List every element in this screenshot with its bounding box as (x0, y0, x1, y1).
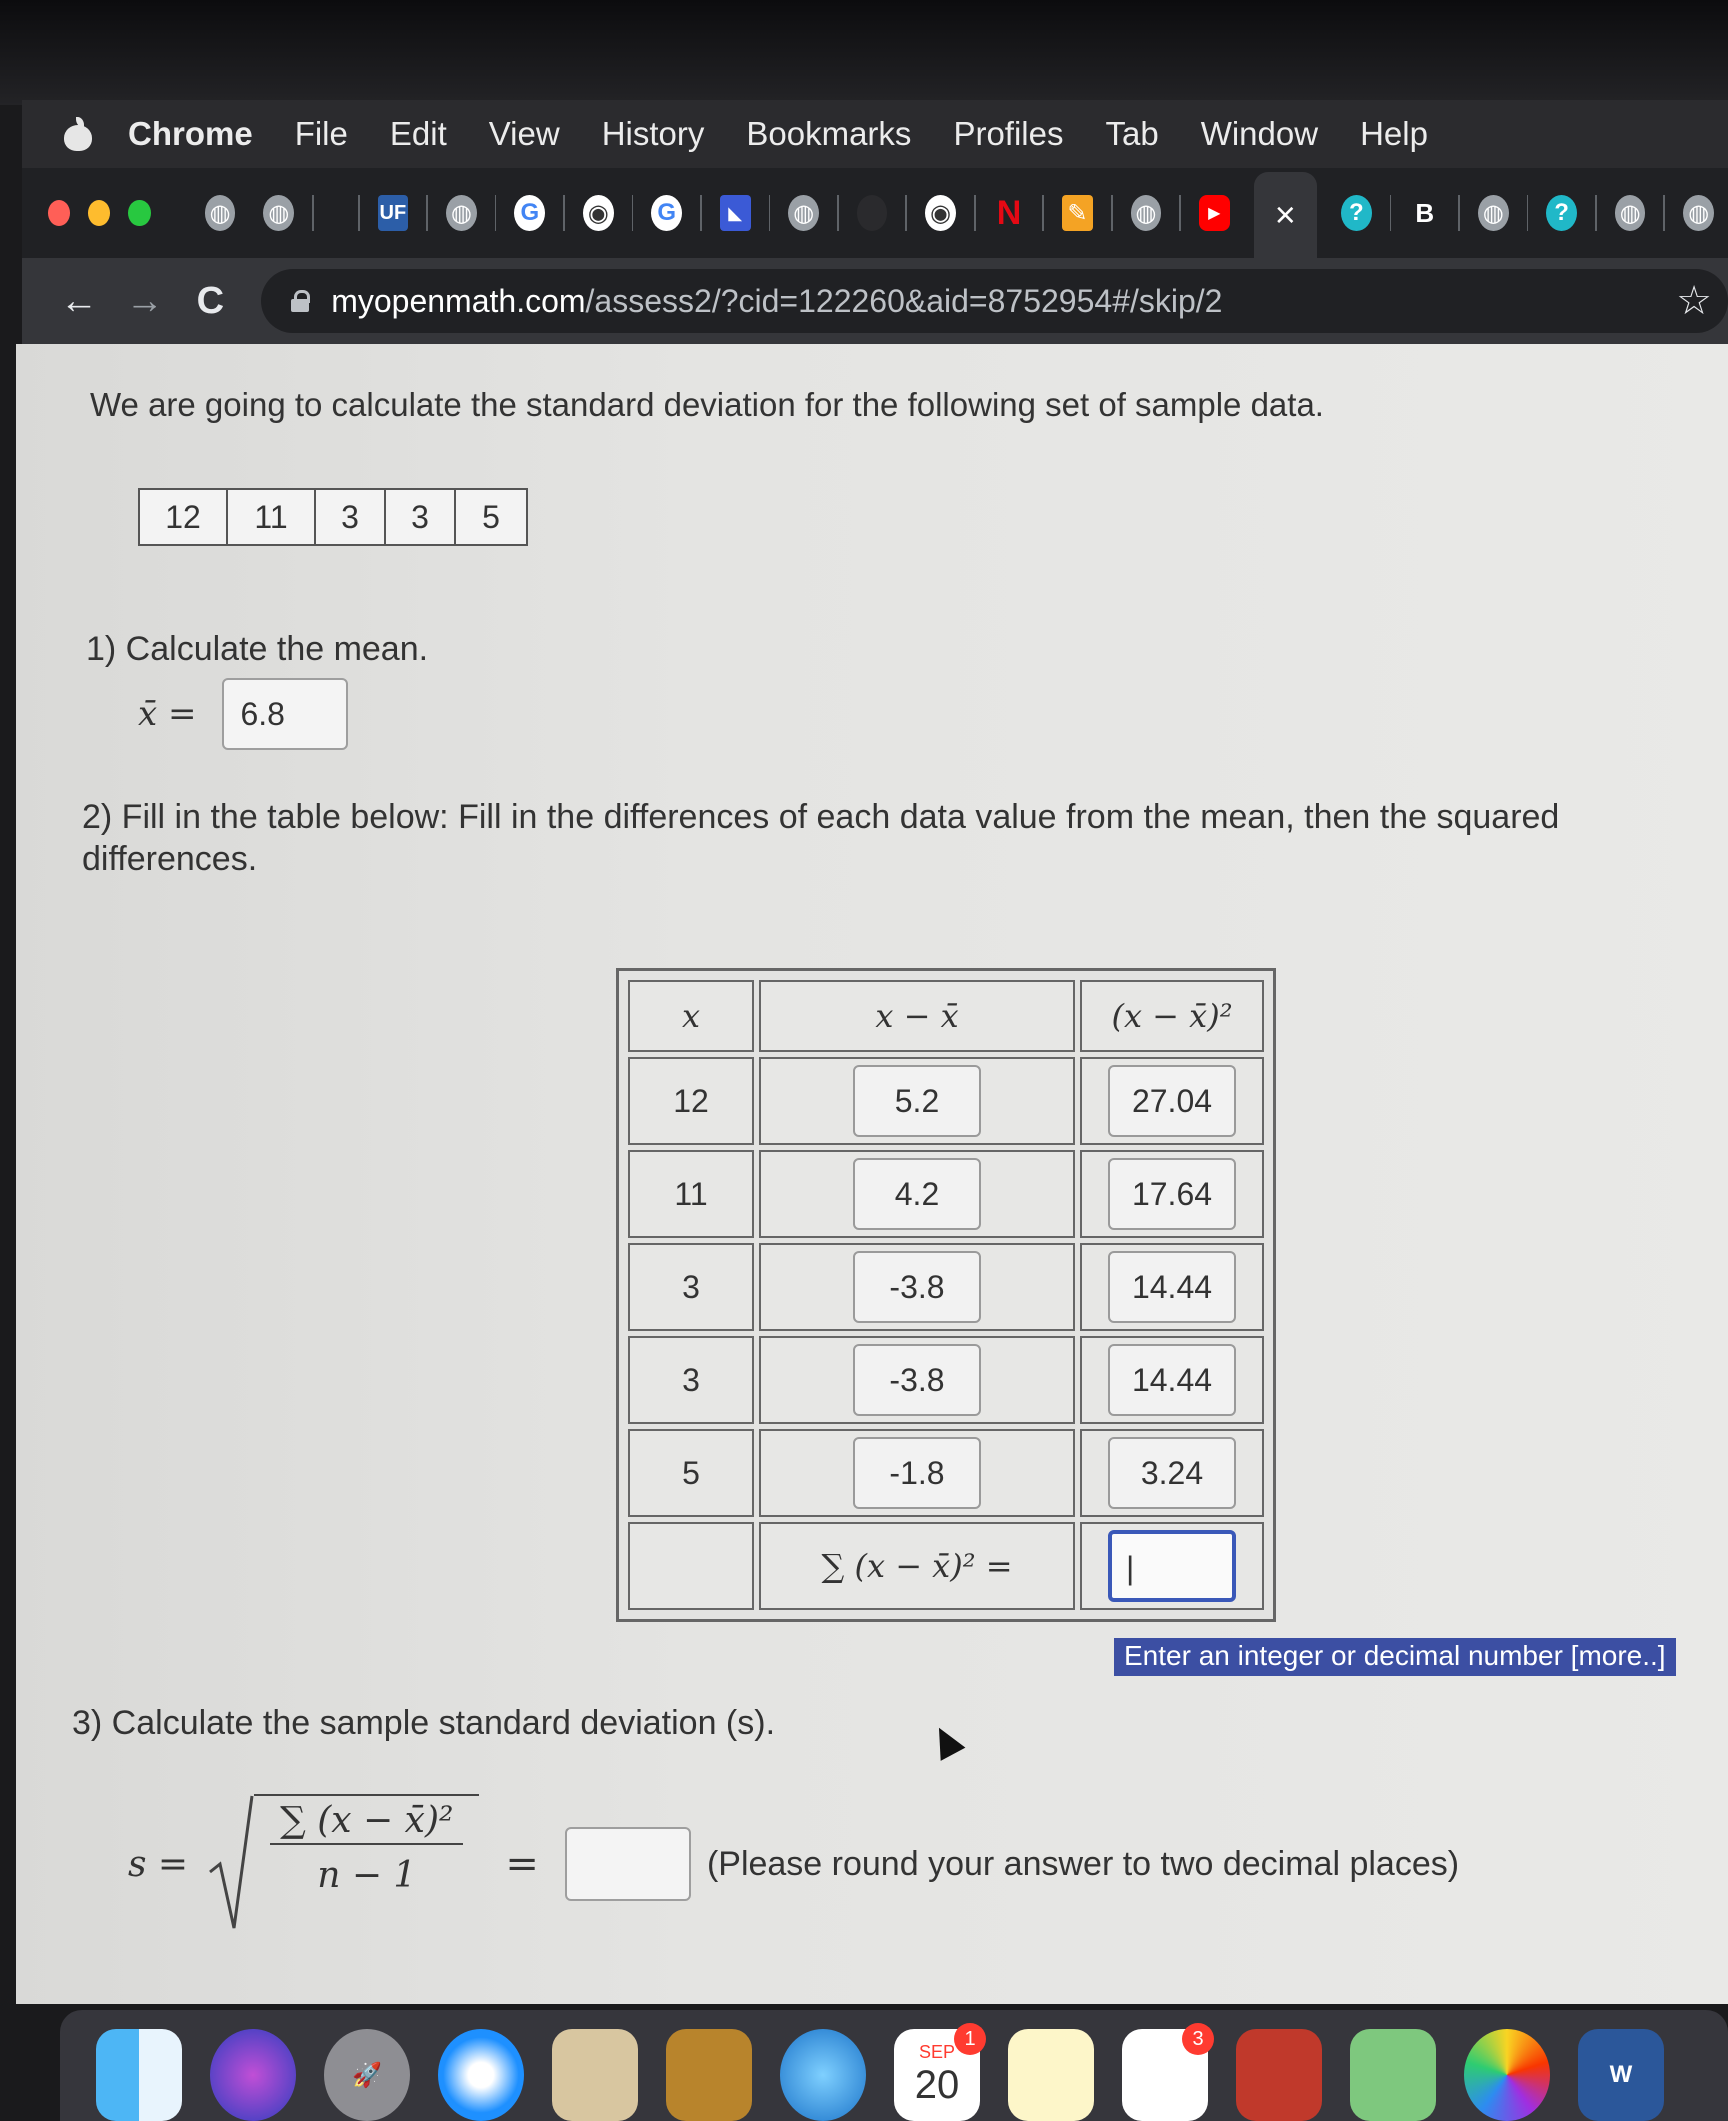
question-2-label (82, 796, 1728, 880)
squared-difference-input[interactable]: 14.44 (1108, 1251, 1236, 1323)
globe-icon[interactable]: ◍ (205, 195, 236, 231)
tab-separator (495, 195, 497, 231)
chrome-icon[interactable]: ◉ (925, 195, 956, 231)
globe-icon[interactable]: ◍ (1131, 195, 1162, 231)
header-squared-difference: (x − x̄)² (1080, 980, 1264, 1052)
menu-bar (22, 100, 1728, 168)
sample-data-table (138, 488, 528, 546)
safari-icon[interactable] (438, 2029, 524, 2121)
table-header-row (628, 980, 1264, 1052)
menu-bookmarks[interactable]: Bookmarks (746, 115, 912, 152)
help-circle-icon[interactable]: ? (1546, 195, 1577, 231)
calendar-month: SEP (918, 2042, 956, 2062)
globe-icon[interactable]: ◍ (1615, 195, 1646, 231)
bookmark-star-icon[interactable]: ☆ (1676, 279, 1712, 323)
tab-separator (1179, 195, 1181, 231)
google-icon[interactable]: G (651, 195, 682, 231)
input-hint-tooltip: Enter an integer or decimal number [more..] (1114, 1638, 1676, 1676)
forward-button[interactable]: → (125, 279, 164, 322)
difference-input[interactable]: -1.8 (853, 1437, 981, 1509)
tab-separator (312, 195, 314, 231)
globe-icon[interactable]: ◍ (263, 195, 294, 231)
header-x: x (628, 980, 754, 1052)
help-circle-icon[interactable]: ? (1341, 195, 1372, 231)
difference-input[interactable]: 4.2 (853, 1158, 981, 1230)
tab-separator (905, 195, 907, 231)
menu-edit[interactable]: Edit (389, 115, 447, 152)
rounding-note: (Please round your answer to two decimal places) (706, 1844, 1460, 1883)
globe-icon[interactable]: ◍ (1478, 195, 1509, 231)
menu-help[interactable]: Help (1360, 115, 1428, 152)
tab-separator (1458, 195, 1460, 231)
tab-separator (358, 195, 360, 231)
question-3-label: 3) Calculate the sample standard deviation (s). (72, 1704, 776, 1742)
problem-intro: We are going to calculate the standard deviation for the following set of sample data. (90, 386, 1324, 423)
apple-icon[interactable] (62, 117, 92, 151)
browser-toolbar (22, 258, 1728, 344)
tab-separator (837, 195, 839, 231)
data-cell: 3 (316, 490, 386, 544)
menu-history[interactable]: History (601, 115, 705, 152)
tab-separator (1595, 195, 1597, 231)
reminders-icon[interactable] (1122, 2029, 1208, 2121)
difference-input[interactable]: -3.8 (853, 1344, 981, 1416)
calendar-badge: 1 (954, 2023, 986, 2055)
table-row (628, 1429, 1264, 1517)
squared-difference-input[interactable]: 27.04 (1108, 1065, 1236, 1137)
tab-strip (22, 168, 1728, 258)
menu-profiles[interactable]: Profiles (953, 115, 1064, 152)
vpn-globe-icon[interactable] (780, 2029, 866, 2121)
siri-icon[interactable] (210, 2029, 296, 2121)
minimize-window-button[interactable] (88, 200, 110, 226)
tab-separator (974, 195, 976, 231)
empty-cell (628, 1522, 754, 1610)
sum-label: ∑ (x − x̄)² = (759, 1522, 1075, 1610)
bold-b-icon[interactable]: B (1415, 197, 1435, 228)
mean-input[interactable]: 6.8 (222, 678, 348, 750)
notes-icon[interactable] (1008, 2029, 1094, 2121)
mean-symbol: x̄ = (138, 694, 197, 734)
tab-separator (1042, 195, 1044, 231)
tab-separator (426, 195, 428, 231)
chrome-icon[interactable]: ◉ (583, 195, 614, 231)
data-cell: 12 (140, 490, 228, 544)
contacts-icon[interactable] (666, 2029, 752, 2121)
tab-separator (1390, 195, 1392, 231)
page-content (16, 344, 1728, 2004)
x-value: 5 (628, 1429, 754, 1517)
squared-difference-input[interactable]: 17.64 (1108, 1158, 1236, 1230)
x-value: 11 (628, 1150, 754, 1238)
question-2-line-1: 2) Fill in the table below: Fill in the differences of each data value from the mean, then the squared (82, 798, 1560, 836)
word-icon[interactable]: W (1578, 2029, 1664, 2121)
difference-input[interactable]: 5.2 (853, 1065, 981, 1137)
data-cell: 3 (386, 490, 456, 544)
sum-of-squares-input[interactable]: | (1108, 1530, 1236, 1602)
close-window-button[interactable] (48, 200, 70, 226)
tab-separator (700, 195, 702, 231)
maps-icon[interactable] (1350, 2029, 1436, 2121)
launchpad-icon[interactable]: 🚀 (324, 2029, 410, 2121)
question-2-line-2: differences. (82, 840, 258, 878)
formula-s-label: s = (128, 1843, 189, 1885)
photos-icon[interactable] (1464, 2029, 1550, 2121)
differences-table (616, 968, 1276, 1622)
globe-icon[interactable]: ◍ (788, 195, 819, 231)
active-tab-close-button[interactable]: × (1254, 172, 1317, 258)
photo-booth-icon[interactable] (1236, 2029, 1322, 2121)
screen-bezel (0, 0, 1728, 105)
url-path: /assess2/?cid=122260&aid=8752954#/skip/2 (585, 282, 1223, 319)
x-value: 12 (628, 1057, 754, 1145)
header-difference: x − x̄ (759, 980, 1075, 1052)
table-row (628, 1057, 1264, 1145)
calendar-day: 20 (914, 2063, 960, 2107)
formula-numerator: ∑ (x − x̄)² (270, 1796, 463, 1845)
tab-separator (1663, 195, 1665, 231)
uf-tab-icon[interactable]: UF (378, 195, 409, 231)
youtube-icon[interactable]: ▶ (1199, 195, 1230, 231)
square-root (208, 1794, 479, 1934)
radical-sign-icon (208, 1794, 254, 1934)
table-row (628, 1150, 1264, 1238)
dock (60, 2010, 1728, 2121)
menu-window[interactable]: Window (1200, 115, 1319, 152)
calendar-icon[interactable] (894, 2029, 980, 2121)
formula-denominator: n − 1 (317, 1855, 417, 1896)
back-button[interactable]: ← (59, 279, 98, 322)
table-sum-row (628, 1522, 1264, 1610)
lock-icon[interactable] (291, 290, 309, 312)
menu-file[interactable]: File (294, 115, 348, 152)
vd-tab-icon[interactable]: ◣ (720, 195, 751, 231)
dark-tab-icon[interactable] (857, 195, 888, 231)
tab-separator (632, 195, 634, 231)
menu-view[interactable]: View (488, 115, 560, 152)
globe-icon[interactable]: ◍ (446, 195, 477, 231)
table-row (628, 1336, 1264, 1424)
globe-icon[interactable]: ◍ (1683, 195, 1714, 231)
data-cell: 11 (228, 490, 316, 544)
finder-icon[interactable] (96, 2029, 182, 2121)
reload-button[interactable]: C (196, 279, 225, 322)
reminders-badge: 3 (1182, 2023, 1214, 2055)
formula-fraction (254, 1794, 479, 1934)
pencil-icon[interactable]: ✎ (1062, 195, 1093, 231)
table-row (628, 1243, 1264, 1331)
zoom-window-button[interactable] (128, 200, 150, 226)
tab-separator (1527, 195, 1529, 231)
difference-input[interactable]: -3.8 (853, 1251, 981, 1323)
tab-separator (1111, 195, 1113, 231)
menu-tab[interactable]: Tab (1105, 115, 1159, 152)
data-cell: 5 (456, 490, 526, 544)
standard-deviation-input[interactable] (565, 1827, 691, 1901)
tab-separator (563, 195, 565, 231)
formula-equals: = (505, 1841, 539, 1887)
question-1-label: 1) Calculate the mean. (86, 630, 429, 668)
x-value: 3 (628, 1336, 754, 1424)
x-value: 3 (628, 1243, 754, 1331)
netflix-icon[interactable]: N (996, 193, 1022, 232)
mean-answer-row (138, 678, 348, 750)
squared-difference-input[interactable]: 14.44 (1108, 1344, 1236, 1416)
url-host: myopenmath.com (331, 282, 586, 319)
address-bar[interactable] (261, 269, 1728, 333)
mail-icon[interactable] (552, 2029, 638, 2121)
google-icon[interactable]: G (514, 195, 545, 231)
sd-formula (128, 1794, 1459, 1934)
squared-difference-input[interactable]: 3.24 (1108, 1437, 1236, 1509)
tab-separator (769, 195, 771, 231)
menu-chrome[interactable]: Chrome (128, 115, 253, 152)
